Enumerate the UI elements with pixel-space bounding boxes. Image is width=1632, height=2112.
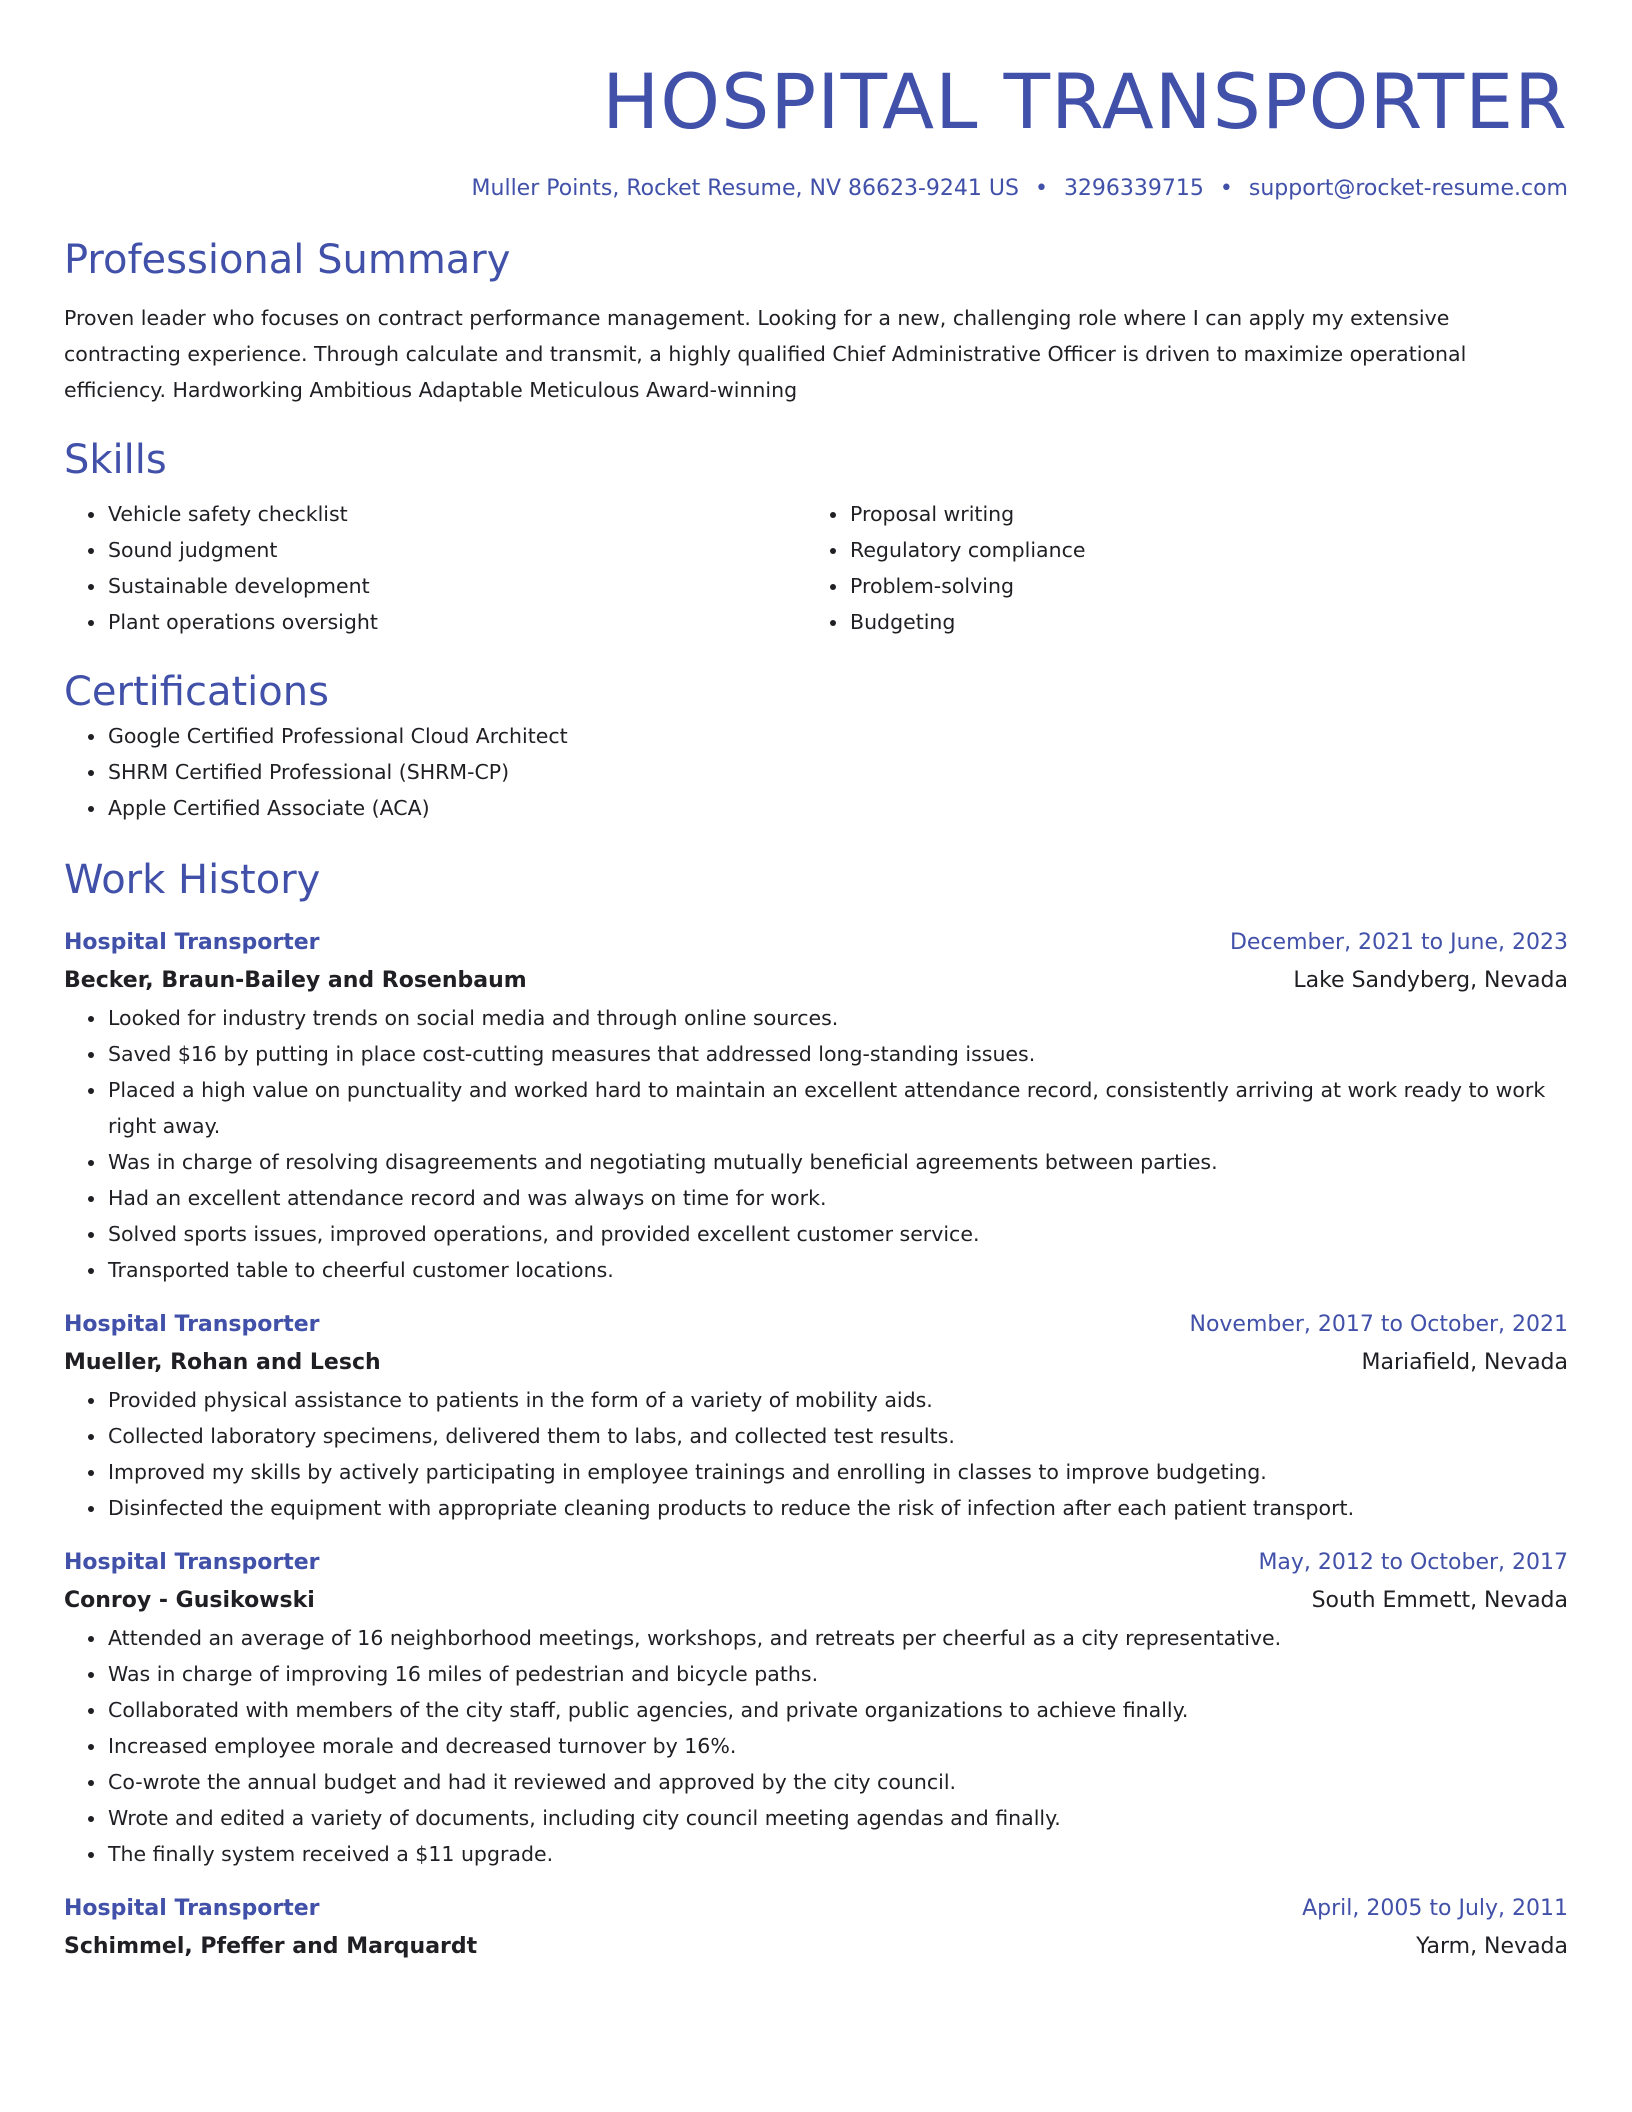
job-title-row bbox=[64, 924, 1568, 962]
job-title-row bbox=[64, 1890, 1568, 1928]
contact-phone: 3296339715 bbox=[1063, 176, 1204, 201]
job-bullet: • The finally system received a $11 upgrade. bbox=[107, 1836, 1568, 1872]
job-bullet: • Collected laboratory specimens, delivered them to labs, and collected test results. bbox=[107, 1418, 1568, 1454]
contact-email: support@rocket-resume.com bbox=[1248, 176, 1568, 201]
job-location: Mariafield, Nevada bbox=[1361, 1350, 1568, 1375]
job-location: Lake Sandyberg, Nevada bbox=[1293, 968, 1568, 993]
skills-list-right bbox=[806, 496, 1548, 640]
certification-item: • SHRM Certified Professional (SHRM-CP) bbox=[107, 754, 1568, 790]
job-bullet: • Disinfected the equipment with appropriate cleaning products to reduce the risk of infection after each patient transport. bbox=[107, 1490, 1568, 1526]
skills-list-left bbox=[64, 496, 806, 640]
contact-separator: • bbox=[1219, 176, 1233, 201]
job-location: Yarm, Nevada bbox=[1416, 1934, 1568, 1959]
job-company: Becker, Braun-Bailey and Rosenbaum bbox=[64, 968, 527, 993]
skill-item: • Regulatory compliance bbox=[849, 532, 1548, 568]
skill-item: • Budgeting bbox=[849, 604, 1548, 640]
job-bullet: • Collaborated with members of the city staff, public agencies, and private organizations to achieve finally. bbox=[107, 1692, 1568, 1728]
job-bullets bbox=[64, 1000, 1568, 1288]
section-title-certifications: Certifications bbox=[64, 669, 329, 715]
section-title-skills: Skills bbox=[64, 437, 167, 483]
job-company: Schimmel, Pfeffer and Marquardt bbox=[64, 1934, 478, 1959]
job-company-row bbox=[64, 1928, 1568, 1966]
skill-item: • Proposal writing bbox=[849, 496, 1548, 532]
job-bullet: • Increased employee morale and decreased turnover by 16%. bbox=[107, 1728, 1568, 1764]
job-company: Conroy - Gusikowski bbox=[64, 1588, 315, 1613]
job-title: Hospital Transporter bbox=[64, 1312, 320, 1337]
job-bullet: • Looked for industry trends on social media and through online sources. bbox=[107, 1000, 1568, 1036]
contact-line bbox=[64, 174, 1568, 204]
job-bullet: • Provided physical assistance to patients in the form of a variety of mobility aids. bbox=[107, 1382, 1568, 1418]
job-dates: May, 2012 to October, 2017 bbox=[1258, 1550, 1568, 1575]
certification-item: • Apple Certified Associate (ACA) bbox=[107, 790, 1568, 826]
job-bullet: • Was in charge of resolving disagreements and negotiating mutually beneficial agreements between parties. bbox=[107, 1144, 1568, 1180]
certifications-list bbox=[64, 718, 1568, 826]
skill-item: • Sound judgment bbox=[107, 532, 806, 568]
job-company-row bbox=[64, 1582, 1568, 1620]
job-bullet: • Co-wrote the annual budget and had it reviewed and approved by the city council. bbox=[107, 1764, 1568, 1800]
summary-text: Proven leader who focuses on contract performance management. Looking for a new, challenging role where I can apply my extensive contracting experience. Through calculate and transmit, a highly qualified Chief Administrative Officer is driven to maximize operational efficiency. Hardworking Ambitious Adaptable Meticulous Award-winning bbox=[64, 306, 1467, 402]
job-bullet: • Solved sports issues, improved operations, and provided excellent customer service. bbox=[107, 1216, 1568, 1252]
job-entry bbox=[64, 1890, 1568, 1966]
skills-column-left bbox=[64, 496, 806, 640]
job-bullets bbox=[64, 1620, 1568, 1872]
job-bullet: • Attended an average of 16 neighborhood meetings, workshops, and retreats per cheerful as a city representative. bbox=[107, 1620, 1568, 1656]
job-bullet: • Transported table to cheerful customer locations. bbox=[107, 1252, 1568, 1288]
job-company-row bbox=[64, 962, 1568, 1000]
resume-header bbox=[64, 0, 1568, 204]
job-bullet: • Wrote and edited a variety of documents, including city council meeting agendas and finally. bbox=[107, 1800, 1568, 1836]
job-company-row bbox=[64, 1344, 1568, 1382]
job-title: Hospital Transporter bbox=[64, 930, 320, 955]
job-location: South Emmett, Nevada bbox=[1311, 1588, 1568, 1613]
job-bullet: • Placed a high value on punctuality and worked hard to maintain an excellent attendance record, consistently arriving at work ready to work right away. bbox=[107, 1072, 1568, 1144]
job-entry bbox=[64, 1544, 1568, 1872]
job-title-row bbox=[64, 1544, 1568, 1582]
skill-item: • Problem-solving bbox=[849, 568, 1548, 604]
job-title-row bbox=[64, 1306, 1568, 1344]
skill-item: • Sustainable development bbox=[107, 568, 806, 604]
job-entry bbox=[64, 1306, 1568, 1526]
job-bullet: • Was in charge of improving 16 miles of pedestrian and bicycle paths. bbox=[107, 1656, 1568, 1692]
section-title-work-history: Work History bbox=[64, 857, 321, 903]
section-title-summary: Professional Summary bbox=[64, 237, 511, 283]
job-bullet: • Saved $16 by putting in place cost-cutting measures that addressed long-standing issues. bbox=[107, 1036, 1568, 1072]
certification-item: • Google Certified Professional Cloud Architect bbox=[107, 718, 1568, 754]
job-title: Hospital Transporter bbox=[64, 1550, 320, 1575]
skills-column-right bbox=[806, 496, 1548, 640]
job-dates: December, 2021 to June, 2023 bbox=[1229, 930, 1568, 955]
job-bullets bbox=[64, 1382, 1568, 1526]
skill-item: • Plant operations oversight bbox=[107, 604, 806, 640]
job-bullet: • Had an excellent attendance record and was always on time for work. bbox=[107, 1180, 1568, 1216]
contact-address: Muller Points, Rocket Resume, NV 86623-9241 US bbox=[471, 176, 1019, 201]
job-dates: April, 2005 to July, 2011 bbox=[1302, 1896, 1568, 1921]
job-dates: November, 2017 to October, 2021 bbox=[1189, 1312, 1568, 1337]
job-entry bbox=[64, 924, 1568, 1288]
job-company: Mueller, Rohan and Lesch bbox=[64, 1350, 381, 1375]
job-bullet: • Improved my skills by actively participating in employee trainings and enrolling in classes to improve budgeting. bbox=[107, 1454, 1568, 1490]
skill-item: • Vehicle safety checklist bbox=[107, 496, 806, 532]
candidate-name: HOSPITAL TRANSPORTER bbox=[602, 57, 1568, 146]
job-title: Hospital Transporter bbox=[64, 1896, 320, 1921]
contact-separator: • bbox=[1034, 176, 1048, 201]
skills-grid bbox=[64, 496, 1568, 640]
